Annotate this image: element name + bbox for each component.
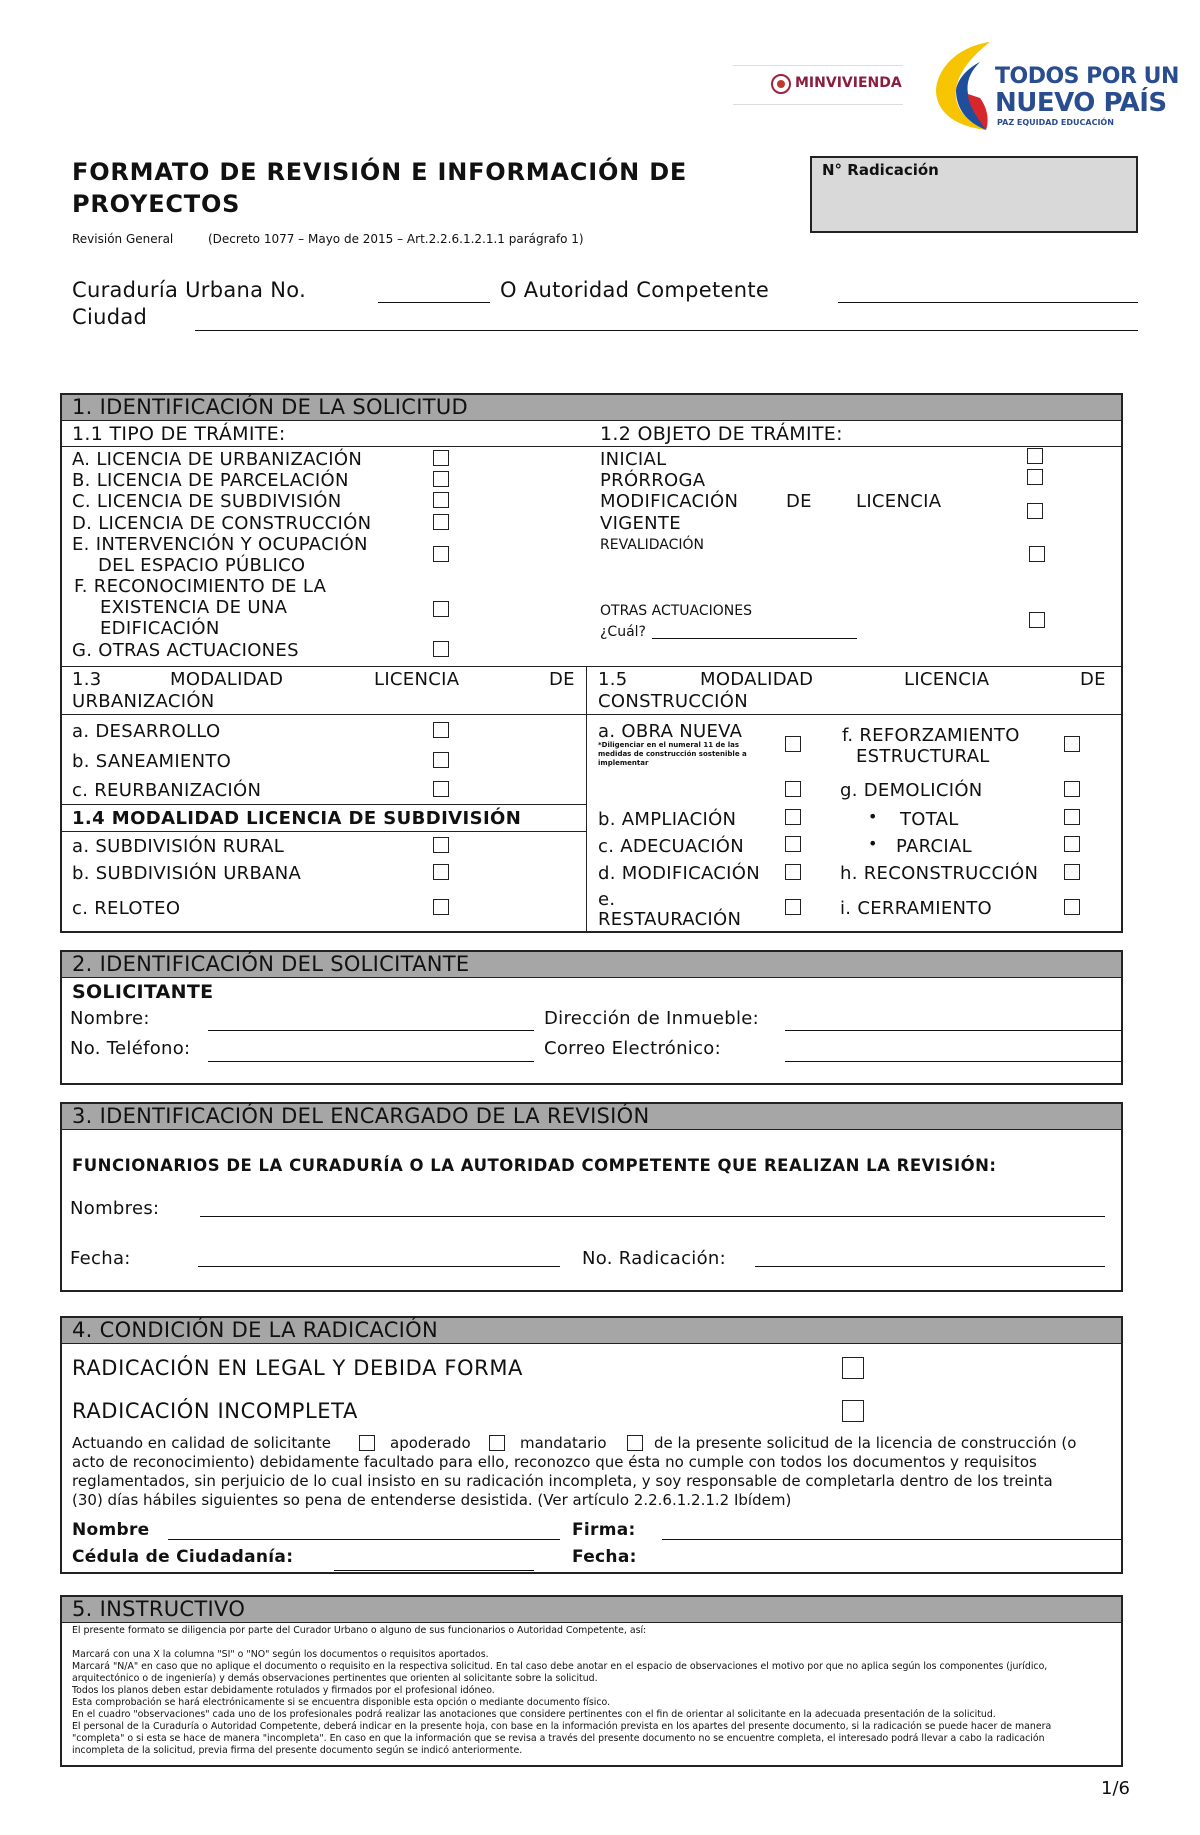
section1-header: 1. IDENTIFICACIÓN DE LA SOLICITUD (62, 395, 1121, 421)
ministry-logo-text: MINVIVIENDA (795, 75, 902, 91)
objeto-item-inicial: INICIAL (600, 449, 667, 470)
checkbox-reurbanizacion[interactable] (433, 781, 449, 797)
cedula-label: Cédula de Ciudadanía: (72, 1547, 294, 1567)
radicacion-incompleta-label: RADICACIÓN INCOMPLETA (72, 1399, 358, 1423)
checkbox-obra-nueva-sostenible[interactable] (785, 781, 801, 797)
instructivo-line: Esta comprobación se hará electrónicamente si se encuentra disponible esta opción o mediante documento físico. (72, 1697, 611, 1708)
checkbox-subdivision-urbana[interactable] (433, 864, 449, 880)
checkbox-radicacion-incompleta[interactable] (842, 1400, 864, 1422)
curaduria-input[interactable] (378, 302, 490, 303)
objeto-item-de: DE (786, 491, 812, 512)
checkbox-otras-actuaciones-tipo[interactable] (433, 641, 449, 657)
paragraph-line1d: de la presente solicitud de la licencia de construcción (o (654, 1434, 1077, 1452)
objeto-item-revalidacion: REVALIDACIÓN (600, 537, 705, 553)
firma-label: Firma: (572, 1520, 636, 1540)
mod-sub-urbana: b. SUBDIVISIÓN URBANA (72, 863, 302, 884)
mod-con-title-d: DE (1080, 669, 1106, 690)
checkbox-obra-nueva[interactable] (785, 736, 801, 752)
telefono-label: No. Teléfono: (70, 1038, 191, 1059)
subtitle-revision: Revisión General (72, 232, 174, 246)
cual-input[interactable] (652, 638, 857, 639)
checkbox-reforzamiento-estructural[interactable] (1064, 736, 1080, 752)
instructivo-line: Todos los planos deben estar debidamente rotulados y firmados por el profesional idóneo. (72, 1685, 495, 1696)
section2-subtitle: SOLICITANTE (72, 981, 214, 1003)
bullet-icon: • (868, 807, 878, 826)
con-modificacion: d. MODIFICACIÓN (598, 863, 760, 884)
radicacion-legal-label: RADICACIÓN EN LEGAL Y DEBIDA FORMA (72, 1356, 524, 1380)
section4-header: 4. CONDICIÓN DE LA RADICACIÓN (62, 1318, 1121, 1344)
correo-label: Correo Electrónico: (544, 1038, 721, 1059)
firma-nombre-label: Nombre (72, 1520, 150, 1540)
mod-urb-title-e: URBANIZACIÓN (72, 691, 215, 712)
mod-urb-reurbanizacion: c. REURBANIZACIÓN (72, 780, 262, 801)
objeto-item-modificacion: MODIFICACIÓN (600, 491, 739, 512)
checkbox-desarrollo[interactable] (433, 722, 449, 738)
nombre-label: Nombre: (70, 1008, 150, 1029)
mod-con-title-b: MODALIDAD (700, 669, 814, 690)
instructivo-line: arquitectónico o de ingeniería) y demás observaciones pertinentes que orienten al solicitante sobre la solicitud. (72, 1673, 598, 1684)
section3-header: 3. IDENTIFICACIÓN DEL ENCARGADO DE LA REVISIÓN (62, 1104, 1121, 1130)
government-logo-tagline: PAZ EQUIDAD EDUCACIÓN (997, 118, 1114, 127)
tipo-item-a: A. LICENCIA DE URBANIZACIÓN (72, 449, 363, 470)
mod-urb-saneamiento: b. SANEAMIENTO (72, 751, 232, 772)
mod-con-title-c: LICENCIA (904, 669, 990, 690)
mod-urb-desarrollo: a. DESARROLLO (72, 721, 221, 742)
colombia-seal-icon (771, 74, 791, 94)
subtitle-decree: (Decreto 1077 – Mayo de 2015 – Art.2.2.6.1.2.1.1 parágrafo 1) (208, 232, 584, 246)
revision-radicacion-input[interactable] (755, 1266, 1105, 1267)
tipo-item-e2: DEL ESPACIO PÚBLICO (98, 555, 306, 576)
con-obra-nueva: a. OBRA NUEVA (598, 721, 743, 742)
government-logo (930, 38, 1179, 133)
checkbox-modificacion-licencia-vigente[interactable] (1027, 503, 1043, 519)
page-number: 1/6 (1101, 1778, 1130, 1799)
firma-input[interactable] (662, 1539, 1121, 1540)
mod-sub-rural: a. SUBDIVISIÓN RURAL (72, 836, 285, 857)
checkbox-subdivision-rural[interactable] (433, 837, 449, 853)
checkbox-cerramiento[interactable] (1064, 899, 1080, 915)
tipo-item-d: D. LICENCIA DE CONSTRUCCIÓN (72, 513, 372, 534)
nombres-input[interactable] (200, 1216, 1105, 1217)
con-reconstruccion: h. RECONSTRUCCIÓN (840, 863, 1039, 884)
instructivo-line: En el cuadro "observaciones" cada uno de los profesionales podrá realizar las anotaciones que considere pertinentes con el fin de orientar al solicitante en la adecuada presentación de la solicitud. (72, 1709, 996, 1720)
con-obra-nueva-note3: implementar (598, 759, 649, 767)
mod-sub-reloteo: c. RELOTEO (72, 898, 181, 919)
checkbox-demolicion-parcial[interactable] (1064, 836, 1080, 852)
radicacion-label: N° Radicación (822, 161, 939, 179)
divider (62, 446, 1121, 447)
autoridad-input[interactable] (838, 302, 1138, 303)
mod-con-title-a: 1.5 (598, 669, 628, 690)
checkbox-solicitante[interactable] (359, 1435, 375, 1451)
con-obra-nueva-note1: *Diligenciar en el numeral 11 de las (598, 741, 740, 749)
section3-subtitle: FUNCIONARIOS DE LA CURADURÍA O LA AUTORIDAD COMPETENTE QUE REALIZAN LA REVISIÓN: (72, 1156, 997, 1175)
ciudad-input[interactable] (195, 330, 1138, 331)
direccion-label: Dirección de Inmueble: (544, 1008, 759, 1029)
tipo-tramite-title: 1.1 TIPO DE TRÁMITE: (72, 423, 286, 445)
tipo-item-f3: EDIFICACIÓN (100, 618, 220, 639)
cedula-input[interactable] (334, 1570, 534, 1571)
mod-urb-title-d: DE (549, 669, 575, 690)
tipo-item-f2: EXISTENCIA DE UNA (100, 597, 288, 618)
government-logo-line1: TODOS POR UN (995, 64, 1179, 89)
instructivo-line: Marcará con una X la columna "SI" o "NO" según los documentos o requisitos aportados. (72, 1649, 489, 1660)
section2-header: 2. IDENTIFICACIÓN DEL SOLICITANTE (62, 952, 1121, 978)
objeto-item-otras: OTRAS ACTUACIONES (600, 603, 753, 619)
tipo-item-c: C. LICENCIA DE SUBDIVISIÓN (72, 491, 342, 512)
checkbox-reconocimiento-edificacion[interactable] (433, 601, 449, 617)
checkbox-radicacion-legal[interactable] (842, 1357, 864, 1379)
fecha-label: Fecha: (70, 1248, 131, 1269)
checkbox-demolicion-total[interactable] (1064, 809, 1080, 825)
mod-urb-title-a: 1.3 (72, 669, 102, 690)
con-adecuacion: c. ADECUACIÓN (598, 836, 745, 857)
curaduria-label: Curaduría Urbana No. (72, 278, 307, 302)
instructivo-line: "completa" o si esta se hace de manera "incompleta". En caso en que la información que se revisa a través del presente documento no se encuentre completa, el interesado podrá llevar a cabo la radicación (72, 1733, 1045, 1744)
revision-radicacion-label: No. Radicación: (582, 1248, 726, 1269)
checkbox-licencia-subdivision[interactable] (433, 492, 449, 508)
form-title-line1: FORMATO DE REVISIÓN E INFORMACIÓN DE (72, 158, 688, 186)
form-title-line2: PROYECTOS (72, 190, 241, 218)
checkbox-inicial[interactable] (1027, 448, 1043, 464)
objeto-tramite-title: 1.2 OBJETO DE TRÁMITE: (600, 423, 843, 445)
con-cerramiento: i. CERRAMIENTO (840, 898, 993, 919)
divider (62, 831, 586, 832)
divider (62, 714, 1121, 715)
mod-urb-title-c: LICENCIA (374, 669, 460, 690)
tipo-item-g: G. OTRAS ACTUACIONES (72, 640, 299, 661)
checkbox-restauracion[interactable] (785, 899, 801, 915)
checkbox-licencia-construccion[interactable] (433, 514, 449, 530)
ministry-logo (733, 65, 903, 105)
bullet-icon: • (868, 834, 878, 853)
con-restauracion-e: e. (598, 889, 616, 910)
checkbox-intervencion-espacio-publico[interactable] (433, 546, 449, 562)
instructivo-line: Marcará "N/A" en caso que no aplique el documento o requisito en la respectiva solicitud. En tal caso debe anotar en el espacio de observaciones el motivo por que no aplica según los componentes (jurídico, (72, 1661, 1048, 1672)
objeto-item-cual: ¿Cuál? (600, 624, 646, 640)
con-reforzamiento: f. REFORZAMIENTO (842, 725, 1020, 746)
tipo-item-e1: E. INTERVENCIÓN Y OCUPACIÓN (72, 534, 368, 555)
instructivo-line: El presente formato se diligencia por parte del Curador Urbano o alguno de sus funcionarios o Autoridad Competente, así: (72, 1625, 647, 1636)
nombre-input[interactable] (208, 1030, 534, 1031)
checkbox-ampliacion[interactable] (785, 809, 801, 825)
checkbox-revalidacion[interactable] (1029, 546, 1045, 562)
checkbox-demolicion[interactable] (1064, 781, 1080, 797)
con-demolicion-total: TOTAL (900, 809, 959, 830)
section5-header: 5. INSTRUCTIVO (62, 1597, 1121, 1623)
divider (62, 804, 586, 805)
instructivo-line (72, 1637, 1117, 1649)
objeto-item-licencia: LICENCIA (856, 491, 942, 512)
objeto-item-prorroga: PRÓRROGA (600, 470, 706, 491)
paragraph-line1a: Actuando en calidad de solicitante (72, 1434, 332, 1452)
instructivo-line: incompleta de la solicitud, previa firma del presente documento según se indicó anteriormente. (72, 1745, 523, 1756)
checkbox-modificacion[interactable] (785, 864, 801, 880)
paragraph-line4: (30) días hábiles siguientes so pena de entenderse desistida. (Ver artículo 2.2.6.1.2.1.2 Ibídem) (72, 1491, 792, 1509)
checkbox-saneamiento[interactable] (433, 752, 449, 768)
checkbox-prorroga[interactable] (1027, 469, 1043, 485)
direccion-input[interactable] (785, 1030, 1121, 1031)
mod-sub-title: 1.4 MODALIDAD LICENCIA DE SUBDIVISIÓN (72, 808, 522, 829)
checkbox-reconstruccion[interactable] (1064, 864, 1080, 880)
instructivo-line: El personal de la Curaduría o Autoridad Competente, deberá indicar en la presente hoja, con base en la información prevista en los apartes del presente documento, si la radicación se puede hacer de manera (72, 1721, 1052, 1732)
checkbox-licencia-urbanizacion[interactable] (433, 450, 449, 466)
checkbox-apoderado[interactable] (489, 1435, 505, 1451)
con-ampliacion: b. AMPLIACIÓN (598, 809, 737, 830)
mod-urb-title-b: MODALIDAD (170, 669, 284, 690)
paragraph-line1c: mandatario (520, 1434, 607, 1452)
fecha-input[interactable] (198, 1266, 560, 1267)
autoridad-label: O Autoridad Competente (500, 278, 770, 302)
checkbox-licencia-parcelacion[interactable] (433, 471, 449, 487)
objeto-item-vigente: VIGENTE (600, 513, 681, 534)
mod-con-title-e: CONSTRUCCIÓN (598, 691, 748, 712)
con-estructural: ESTRUCTURAL (856, 746, 990, 767)
con-demolicion-parcial: PARCIAL (896, 836, 972, 857)
con-demolicion: g. DEMOLICIÓN (840, 780, 983, 801)
paragraph-line3: reglamentados, sin perjuicio de lo cual insisto en su radicación incompleta, y soy responsable de completarla dentro de los treinta (72, 1472, 1053, 1490)
checkbox-mandatario[interactable] (627, 1435, 643, 1451)
firma-fecha-label: Fecha: (572, 1547, 637, 1567)
con-obra-nueva-note2: medidas de construcción sostenible a (598, 750, 747, 758)
instructivo-text (72, 1625, 1117, 1757)
paragraph-line2: acto de reconocimiento) debidamente facultado para ello, reconozco que ésta no cumple con todos los documentos y requisitos (72, 1453, 1037, 1471)
tipo-item-f1: F. RECONOCIMIENTO DE LA (74, 576, 327, 597)
correo-input[interactable] (785, 1061, 1121, 1062)
colombia-flag-swoosh-icon (930, 38, 1000, 133)
government-logo-line2: NUEVO PAÍS (995, 88, 1167, 118)
firma-nombre-input[interactable] (168, 1539, 560, 1540)
ciudad-label: Ciudad (72, 305, 148, 329)
divider (62, 666, 1121, 667)
nombres-label: Nombres: (70, 1198, 160, 1219)
checkbox-adecuacion[interactable] (785, 836, 801, 852)
telefono-input[interactable] (208, 1061, 534, 1062)
radicacion-box[interactable] (810, 156, 1138, 233)
tipo-item-b: B. LICENCIA DE PARCELACIÓN (72, 470, 349, 491)
con-restauracion: RESTAURACIÓN (598, 909, 742, 930)
paragraph-line1b: apoderado (390, 1434, 471, 1452)
checkbox-otras-actuaciones-objeto[interactable] (1029, 612, 1045, 628)
divider (586, 666, 587, 931)
checkbox-reloteo[interactable] (433, 899, 449, 915)
